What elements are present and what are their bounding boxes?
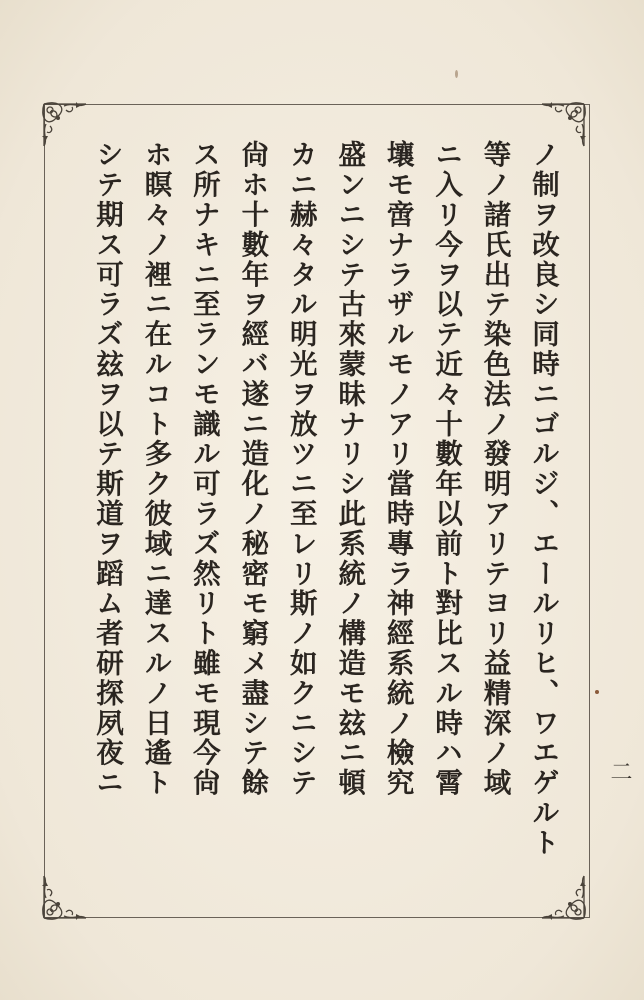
text-column: ス所ナキニ至ランモ識ル可ラズ然リト雖モ現今尙 — [187, 140, 220, 798]
ink-spot — [595, 690, 599, 694]
page-number: 二 — [607, 760, 632, 788]
ink-spot — [455, 70, 458, 78]
text-column: カニ赫々タル明光ヲ放ツニ至レリ斯ノ如クニシテ — [284, 140, 317, 798]
text-column: 盛ンニシテ古來蒙昧ナリシ此系統ノ構造モ玆ニ頓 — [333, 140, 366, 798]
text-column: ホ瞑々ノ裡ニ在ルコト多ク彼域ニ達スルノ日遙ト — [139, 140, 172, 798]
text-column: ノ制ヲ改良シ同時ニゴルジ、エールリヒ、ワエゲルト — [526, 140, 559, 858]
text-column: 等ノ諸氏出テ染色法ノ發明アリテヨリ益精深ノ域 — [478, 140, 511, 798]
text-column: 壤モ啻ナラザルモノアリ當時專ラ神經系統ノ檢究 — [381, 140, 414, 798]
text-column: ニ入リ今ヲ以テ近々十數年以前ト對比スル時ハ霄 — [430, 140, 463, 798]
text-column: シテ期ス可ラズ玆ヲ以テ斯道ヲ蹈ム者研探夙夜ニ — [91, 140, 123, 798]
vertical-text-body — [86, 140, 559, 880]
text-column: 尙ホ十數年ヲ經バ遂ニ造化ノ秘密モ窮メ盡シテ餘 — [236, 140, 269, 798]
